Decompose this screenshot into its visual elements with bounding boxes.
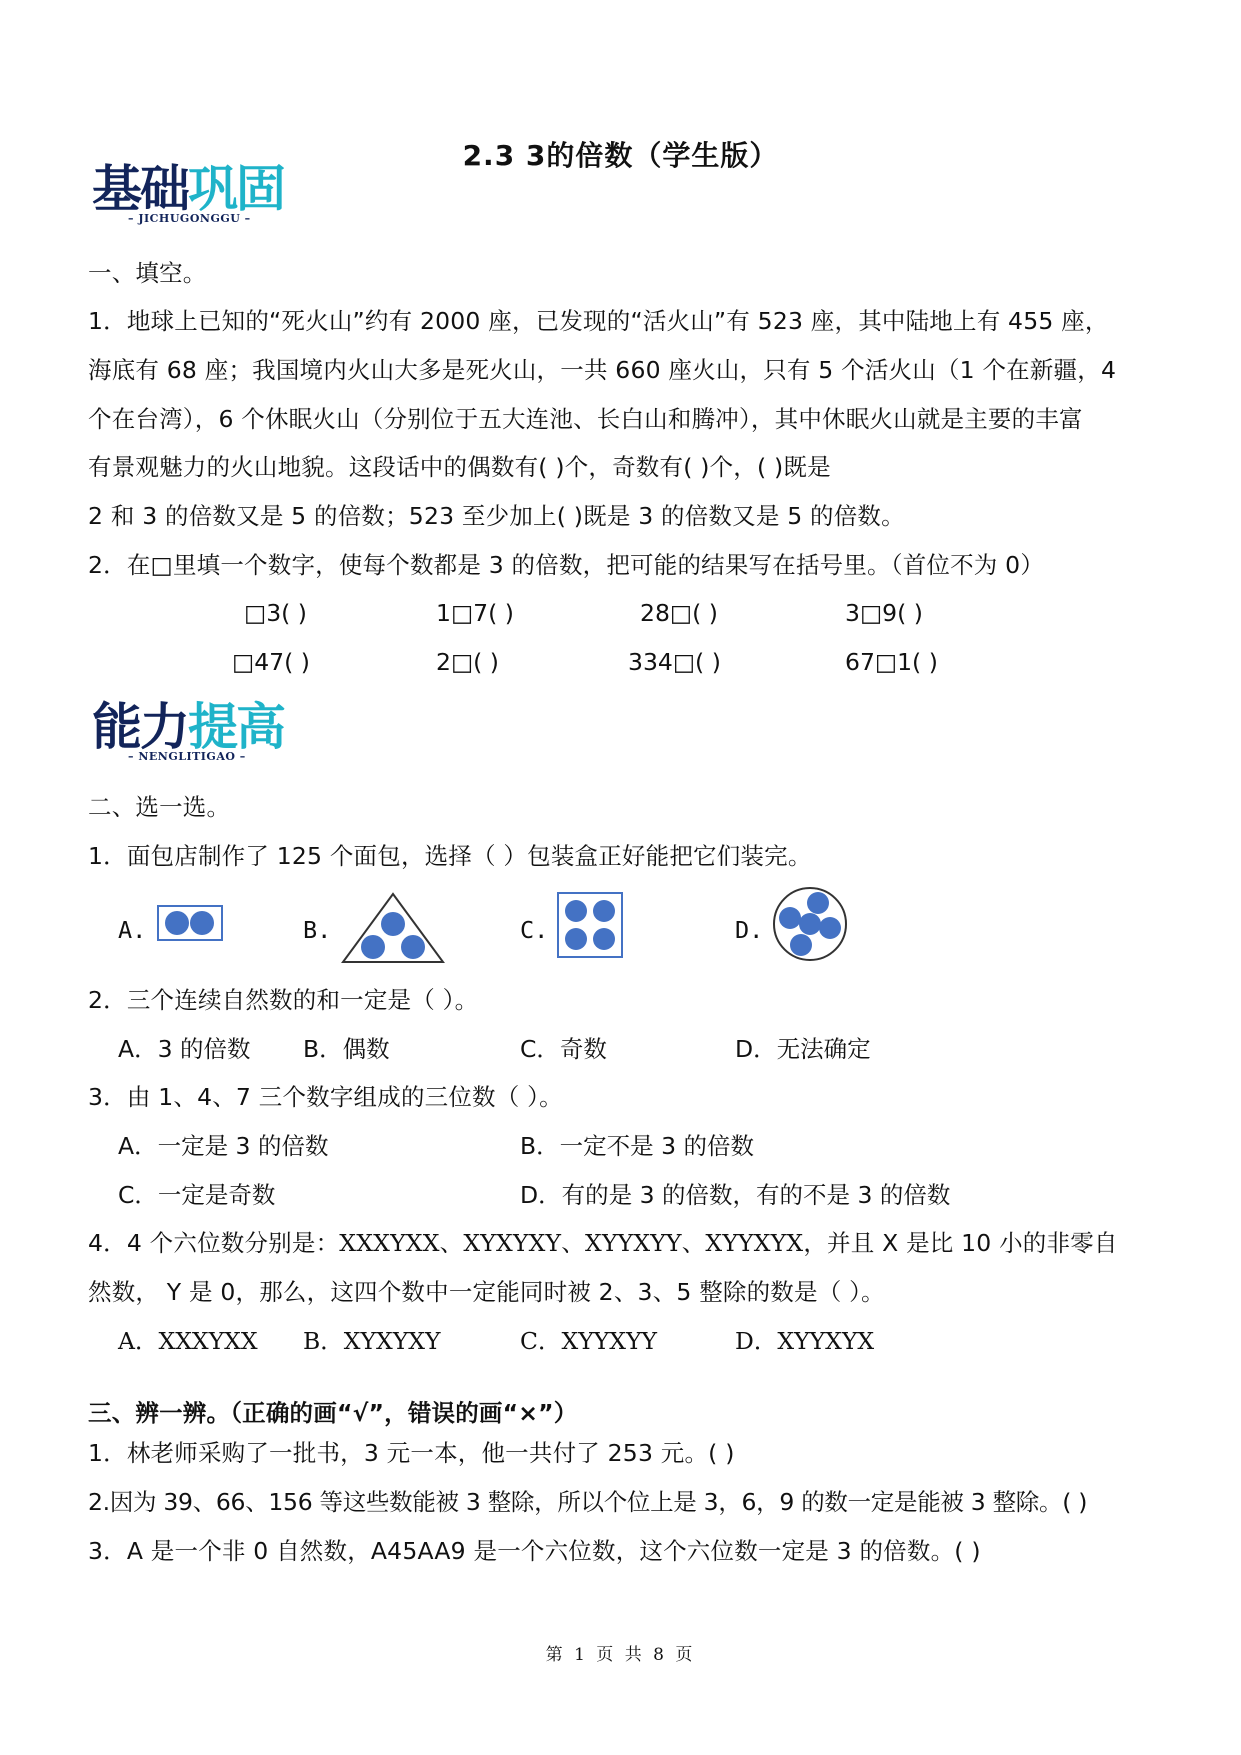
s1-q1-line2: 海底有 68 座；我国境内火山大多是死火山，一共 660 座火山，只有 5 个活火山（1 个在新疆，4 [88,356,1117,384]
badge-subtitle: – NENGLITIGAO – [128,750,246,763]
fill-item: 67□1( ) [845,648,938,676]
s1-q1-line3: 个在台湾），6 个休眠火山（分别位于五大连池、长白山和腾冲），其中休眠火山就是主要的丰富 [88,405,1083,433]
square-four-icon [557,892,623,960]
badge-text-light: 提高 [188,698,284,756]
fill-item: 1□7( ) [436,599,514,627]
circle-five-icon [772,886,848,962]
badge-text-light: 巩固 [188,160,284,218]
fill-item: □3( ) [244,599,307,627]
triangle-three-icon [340,892,446,964]
s3-q1: 1．林老师采购了一批书，3 元一本，他一共付了 253 元。( ) [88,1439,735,1467]
s3-q2: 2.因为 39、66、156 等这些数能被 3 整除，所以个位上是 3，6，9 的数一定是能被 3 整除。( ) [88,1488,1088,1516]
fill-item: 2□( ) [436,648,499,676]
option: C．一定是奇数 [118,1181,276,1209]
option: D．XYYXYX [735,1327,875,1355]
s2-q1: 1．面包店制作了 125 个面包，选择（ ）包装盒正好能把它们装完。 [88,842,812,870]
fill-item: 28□( ) [640,599,718,627]
page-footer: 第 1 页 共 8 页 [545,1645,696,1665]
s3-q3: 3．A 是一个非 0 自然数，A45AA9 是一个六位数，这个六位数一定是 3 的倍数。( ) [88,1537,981,1565]
badge-text-dark: 基础 [92,160,188,218]
option-a-label: A. [118,916,147,944]
q4-numbers: XXXYXX、XYXYXY、XYYXYY、XYYXYX [339,1229,804,1257]
option: C．奇数 [520,1035,607,1063]
option: C．XYYXYY [520,1327,657,1355]
section-badge-advanced [92,700,284,763]
box-two-icon [157,905,223,945]
q4-suffix: ，并且 X 是比 10 小的非零自 [803,1229,1118,1257]
section1-heading: 一、填空。 [88,259,207,287]
s2-q4-line2: 然数， Y 是 0，那么，这四个数中一定能同时被 2、3、5 整除的数是（ ）。 [88,1278,885,1306]
option: B．XYXYXY [303,1327,441,1355]
s1-q1-line5: 2 和 3 的倍数又是 5 的倍数；523 至少加上( )既是 3 的倍数又是 5 的倍数。 [88,502,905,530]
option: D．有的是 3 的倍数，有的不是 3 的倍数 [520,1181,951,1209]
fill-item: □47( ) [232,648,310,676]
section-badge-basic [92,162,284,225]
s2-q2: 2．三个连续自然数的和一定是（ ）。 [88,986,479,1014]
option: A．3 的倍数 [118,1035,251,1063]
option-b-label: B. [303,916,332,944]
option: D．无法确定 [735,1035,871,1063]
option-c-label: C. [520,916,549,944]
s1-q2: 2．在□里填一个数字，使每个数都是 3 的倍数，把可能的结果写在括号里。（首位不为 0） [88,551,1045,579]
section3-heading: 三、辨一辨。（正确的画“√”，错误的画“×”） [88,1399,578,1427]
option-d-label: D. [735,916,764,944]
option: A．一定是 3 的倍数 [118,1132,329,1160]
badge-text-dark: 能力 [92,698,188,756]
q4-prefix: 4．4 个六位数分别是： [88,1229,340,1257]
s2-q4-line1 [88,1228,1118,1258]
s1-q1-line1: 1．地球上已知的“死火山”约有 2000 座，已发现的“活火山”有 523 座，其中陆地上有 455 座， [88,307,1109,335]
section2-heading: 二、选一选。 [88,793,231,821]
page-title: 2.3 3的倍数（学生版） [462,139,779,172]
badge-subtitle: – JICHUGONGGU – [128,212,251,225]
s1-q1-line4: 有景观魅力的火山地貌。这段话中的偶数有( )个，奇数有( )个，( )既是 [88,453,831,481]
option: B．一定不是 3 的倍数 [520,1132,755,1160]
fill-item: 334□( ) [628,648,721,676]
s2-q3: 3．由 1、4、7 三个数字组成的三位数（ ）。 [88,1083,563,1111]
fill-item: 3□9( ) [845,599,923,627]
option: B．偶数 [303,1035,390,1063]
option: A．XXXYXX [118,1327,258,1355]
